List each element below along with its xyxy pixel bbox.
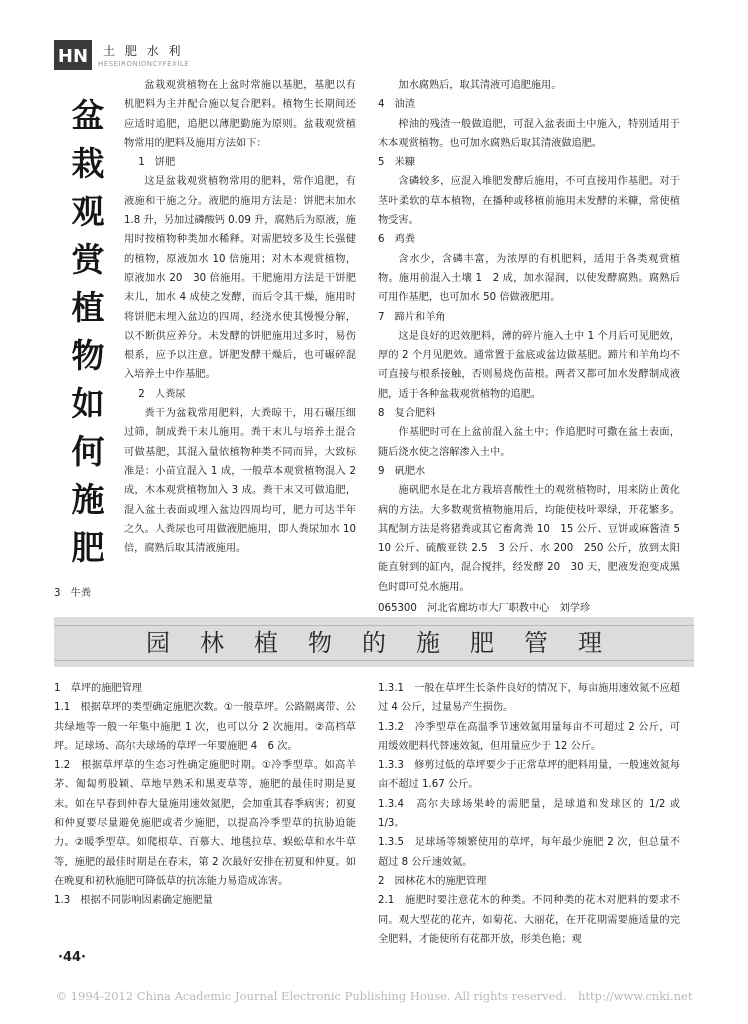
section-heading: 7 蹄片和羊角 [378,311,446,323]
article1-left-column [124,76,356,558]
paragraph: 这是盆栽观赏植物常用的肥料，常作追肥，有液施和干施之分。液肥的施用方法是：饼肥末加水 1.8 升，另加过磷酸钙 0.09 升，腐熟后为原液，施用时按植物种类加水稀释。对需肥较多及生长强健的植物，原液加水 10 倍施用；对木本观赏植物，原液加水 20 30 倍施用。干肥施用方法是干饼肥末儿，加水 4 成使之发酵，而后令其干燥，施用时将饼肥末埋入盆边的四周，经浇水使其慢慢分解，以不断供应养分。未发酵的饼肥施用过多时，易伤根系，应予以注意。饼肥发酵干燥后，也可碾碎混入培养土中作基肥。 [124,176,356,381]
section-heading: 6 鸡粪 [378,234,416,246]
author-byline: 065300 河北省廊坊市大厂职教中心 刘学珍 [378,603,591,615]
title-char: 盆 [71,96,105,135]
paragraph: 盆栽观赏植物在上盆时常施以基肥，基肥以有机肥料为主并配合施以复合肥料。植物生长期间还应适时追肥，追肥以薄肥勤施为原则。盆栽观赏植物常用的肥料及施用方法如下： [124,80,356,149]
title-char: 如 [71,384,105,423]
section-heading: 9 矾肥水 [378,465,426,477]
section-heading: 4 油渣 [378,99,416,111]
section-heading: 3 牛粪 [54,588,92,599]
paragraph: 1.1 根据草坪的类型确定施肥次数。①一般草坪。公路隔离带、公共绿地等一般一年集中施肥 1 次，也可以分 2 次施用。②高档草坪。足球场、高尔夫球场的草坪一年要施肥 4 6 次。 [54,702,356,752]
section-heading: 8 复合肥料 [378,408,436,420]
article2-title: 园林植物的施肥管理 [146,629,632,657]
title-char: 植 [71,288,105,327]
section-heading: 1 饼肥 [138,157,176,169]
paragraph: 含水少，含磷丰富，为浓厚的有机肥料，适用于各类观赏植物。施用前混入土壤 1 2 成，加水湿润，以使发酵腐熟。腐熟后可用作基肥，也可加水 50 倍做液肥用。 [378,253,680,304]
paragraph: 作基肥时可在上盆前混入盆土中；作追肥时可撒在盆土表面，随后浇水使之溶解渗入土中。 [378,427,680,458]
title-char: 栽 [71,144,105,183]
journal-section-name: 土 肥 水 利 [103,44,184,58]
article1-right-column [378,76,691,618]
title-char: 物 [71,336,105,375]
paragraph: 1.3 根据不同影响因素确定施肥量 [54,895,213,907]
paragraph: 1.3.5 足球场等频繁使用的草坪，每年最少施肥 2 次，但总量不超过 8 公斤速效氮。 [378,837,680,868]
title-char: 赏 [71,240,105,279]
title-char: 肥 [71,528,105,567]
paragraph: 榨油的残渣一般做追肥，可混入盆表面土中施入，特别适用于木本观赏植物。也可加水腐熟后取其清液做追肥。 [378,118,680,149]
title-char: 观 [71,192,105,231]
paragraph: 1.3.4 高尔夫球场果岭的需肥量，是球道和发球区的 1/2 或 1/3。 [378,798,680,830]
paragraph: 粪干为盆栽常用肥料，大粪晾干，用石碾压细过筛，制成粪干末儿施用。粪干末儿与培养土混合可做基肥，其混入量依植物种类不同而异，大致标准是：小苗宜混入 1 成，一般草本观赏植物混入 2 成，木本观赏植物加入 3 成。粪干末又可做追肥，混入盆土表面或埋入盆边四周均可，肥力可达半年之久。人粪尿也可用做液肥施用，即人粪尿加水 10 倍，腐熟后取其清液施用。 [124,408,356,555]
paragraph: 2.1 施肥时要注意花木的种类。不同种类的花木对肥料的要求不同。观大型花的花卉，如菊花、大丽花，在开花期需要施适量的完全肥料，才能使所有花都开放，形美色艳；观 [378,895,680,945]
title-char: 施 [71,480,105,519]
journal-section-latin: HESEIRONIONCYFEXILE [98,60,190,68]
article1-left-column-tail [54,584,354,603]
paragraph: 1.3.2 冷季型草在高温季节速效氮用量每亩不可超过 2 公斤，可用缓效肥料代替速效氮，但用量应少于 12 公斤。 [378,721,680,752]
page-number: ·44· [58,950,86,965]
paragraph: 施矾肥水是在北方栽培喜酸性土的观赏植物时，用来防止黄化病的方法。大多数观赏植物施用后，均能使枝叶翠绿，开花繁多。其配制方法是将猪粪或其它畜禽粪 10 15 公斤、豆饼或麻酱渣 5 10 公斤、硫酸亚铁 2.5 3 公斤、水 200 250 公斤，放到太阳能直射到的缸内，混合搅拌，经发酵 20 30 天，肥液发泡变成黑色时即可兑水施用。 [378,485,691,593]
section-heading: 1 草坪的施肥管理 [54,683,142,694]
journal-logo-mark [54,40,92,70]
logo-mark-text: HN [57,46,89,67]
section-heading: 5 米糠 [378,157,416,169]
section-heading: 2 园林花木的施肥管理 [378,875,487,887]
paragraph: 含磷较多，应混入堆肥发酵后施用，不可直接用作基肥。对于茎叶柔软的草本植物，在播种或移植前施用未发酵的米糠，常使植物受害。 [378,176,680,227]
title-char: 何 [71,432,105,471]
article2-right-column [378,679,680,949]
article2-left-column [54,679,356,911]
banner-rule [54,625,694,661]
paragraph: 这是良好的迟效肥料，薄的碎片施入土中 1 个月后可见肥效，厚的 2 个月见肥效。通常置于盆底或盆边做基肥。蹄片和羊角均不可直接与根系接触，否则易烧伤苗根。两者又都可加水发酵制成液肥，适于各种盆栽观赏植物的追肥。 [378,330,680,400]
paragraph: 1.2 根据草坪草的生态习性确定施肥时期。①冷季型草。如高羊茅、匍匐剪股颖、草地早熟禾和黑麦草等，施肥的最佳时期是夏末。如在早春到仲春大量施用速效氮肥，会加重其春季病害；初夏和仲夏要尽量避免施肥或者少施肥，以提高冷季型草的抗胁迫能力。②暖季型草。如爬根草、百慕大、地毯拉草、蜈蚣草和水牛草等，施肥的最佳时期是在春末，第 2 次最好安排在初夏和仲夏。如在晚夏和初秋施肥可降低草的抗冻能力易造成冻害。 [54,760,356,887]
paragraph: 1.3.3 修剪过低的草坪要少于正常草坪的肥料用量，一般速效氮每亩不超过 1.67 公斤。 [378,760,680,791]
copyright-footer: © 1994-2012 China Academic Journal Electronic Publishing House. All rights reserved. http://www.cnki.net [55,989,693,1003]
paragraph: 1.3.1 一般在草坪生长条件良好的情况下，每亩施用速效氮不应超过 4 公斤，过量易产生损伤。 [378,683,680,714]
article2-title-banner [54,617,694,667]
paragraph: 加水腐熟后，取其清液可追肥施用。 [398,80,562,91]
article-title-vertical [62,92,114,572]
section-heading: 2 人粪尿 [138,388,186,400]
